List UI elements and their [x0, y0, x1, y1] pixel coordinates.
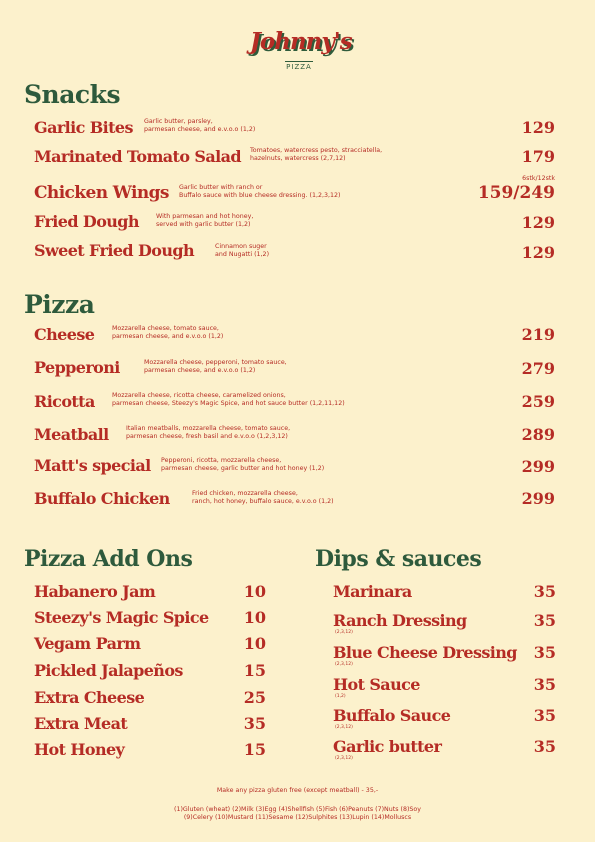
item-price: 35	[533, 582, 556, 601]
item-price: 299	[521, 489, 555, 508]
item-description: Mozzarella cheese, ricotta cheese, caramelized onions, parmesan cheese, Steezy's Magic Spice, and hot sauce butter (1,2,11,12)	[112, 392, 345, 407]
item-price: 35	[533, 643, 556, 662]
item-price: 15	[243, 661, 266, 680]
item-name: Garlic butter	[333, 737, 442, 756]
item-description: Garlic butter with ranch or Buffalo sauce with blue cheese dressing. (1,2,3,12)	[179, 184, 341, 199]
item-name: Pickled Jalapeños	[34, 661, 183, 680]
section-title-snacks: Snacks	[24, 80, 121, 109]
item-price: 279	[521, 359, 555, 378]
item-price: 25	[243, 688, 266, 707]
item-description: Fried chicken, mozzarella cheese, ranch, hot honey, buffalo sauce, e.v.o.o (1,2)	[192, 490, 334, 505]
item-price: 129	[521, 213, 555, 232]
item-description: Mozzarella cheese, tomato sauce, parmesan cheese, and e.v.o.o (1,2)	[112, 325, 224, 340]
item-name: Hot Honey	[34, 740, 125, 759]
johnnys-pizza-logo	[250, 20, 352, 78]
item-name: Garlic Bites	[34, 118, 133, 137]
logo-subtitle: PIZZA	[286, 63, 312, 71]
item-price: 219	[521, 325, 555, 344]
section-title-addons: Pizza Add Ons	[24, 546, 193, 572]
allergen-code: (2,3,12)	[335, 630, 353, 635]
item-name: Steezy's Magic Spice	[34, 608, 209, 627]
item-name: Habanero Jam	[34, 582, 156, 601]
section-title-dips: Dips & sauces	[315, 546, 482, 572]
item-price: 289	[521, 425, 555, 444]
item-name: Chicken Wings	[34, 183, 169, 203]
allergen-legend-line-1: (1)Gluten (wheat) (2)Milk (3)Egg (4)Shellfish (5)Fish (6)Peanuts (7)Nuts (8)Soy	[174, 806, 421, 813]
item-name: Buffalo Sauce	[333, 706, 451, 725]
item-price: 15	[243, 740, 266, 759]
item-description: Cinnamon suger and Nugatti (1,2)	[215, 243, 270, 258]
item-name: Marinated Tomato Salad	[34, 147, 241, 166]
item-name: Sweet Fried Dough	[34, 241, 194, 260]
item-name: Meatball	[34, 425, 109, 444]
item-name: Blue Cheese Dressing	[333, 643, 517, 662]
item-name: Ranch Dressing	[333, 611, 467, 630]
item-description: Tomatoes, watercress pesto, stracciatella, hazelnuts, watercress (2,7,12)	[250, 147, 383, 162]
item-price: 35	[243, 714, 266, 733]
item-description: Mozzarella cheese, pepperoni, tomato sauce, parmesan cheese, and e.v.o.o (1,2)	[144, 359, 287, 374]
item-description: Garlic butter, parsley, parmesan cheese, and e.v.o.o (1,2)	[144, 118, 256, 133]
allergen-code: (2,3,12)	[335, 662, 353, 667]
item-price: 35	[533, 611, 556, 630]
item-price: 299	[521, 457, 555, 476]
gluten-free-note: Make any pizza gluten free (except meatball) - 35,-	[216, 787, 379, 794]
price-note: 6stk/12stk	[522, 175, 555, 182]
item-description: With parmesan and hot honey, served with garlic butter (1,2)	[156, 213, 254, 228]
item-price: 10	[243, 608, 266, 627]
item-name: Pepperoni	[34, 358, 120, 377]
logo-wordmark: Johnny's	[250, 28, 352, 55]
allergen-code: (1,2)	[335, 694, 346, 699]
item-name: Extra Cheese	[34, 688, 145, 707]
item-price: 179	[521, 147, 555, 166]
item-price: 10	[243, 582, 266, 601]
item-price: 259	[521, 392, 555, 411]
item-price: 35	[533, 706, 556, 725]
item-price: 35	[533, 737, 556, 756]
item-name: Matt's special	[34, 456, 151, 475]
item-price: 129	[521, 118, 555, 137]
allergen-legend-line-2: (9)Celery (10)Mustard (11)Sesame (12)Sulphites (13)Lupin (14)Molluscs	[183, 814, 412, 821]
allergen-code: (2,3,12)	[335, 725, 353, 730]
item-description: Italian meatballs, mozzarella cheese, tomato sauce, parmesan cheese, fresh basil and e.v.o.o (1,2,3,12)	[126, 425, 291, 440]
item-price: 35	[533, 675, 556, 694]
item-name: Marinara	[333, 582, 412, 601]
item-name: Extra Meat	[34, 714, 128, 733]
item-name: Cheese	[34, 325, 95, 344]
item-name: Vegam Parm	[34, 634, 141, 653]
section-title-pizza: Pizza	[24, 290, 95, 319]
item-name: Ricotta	[34, 392, 95, 411]
allergen-code: (2,3,12)	[335, 756, 353, 761]
item-name: Buffalo Chicken	[34, 489, 170, 508]
item-name: Hot Sauce	[333, 675, 420, 694]
item-price: 10	[243, 634, 266, 653]
item-price: 159/249	[477, 183, 555, 203]
item-name: Fried Dough	[34, 212, 139, 231]
item-price: 129	[521, 243, 555, 262]
item-description: Pepperoni, ricotta, mozzarella cheese, parmesan cheese, garlic butter and hot honey (1,2)	[161, 457, 325, 472]
